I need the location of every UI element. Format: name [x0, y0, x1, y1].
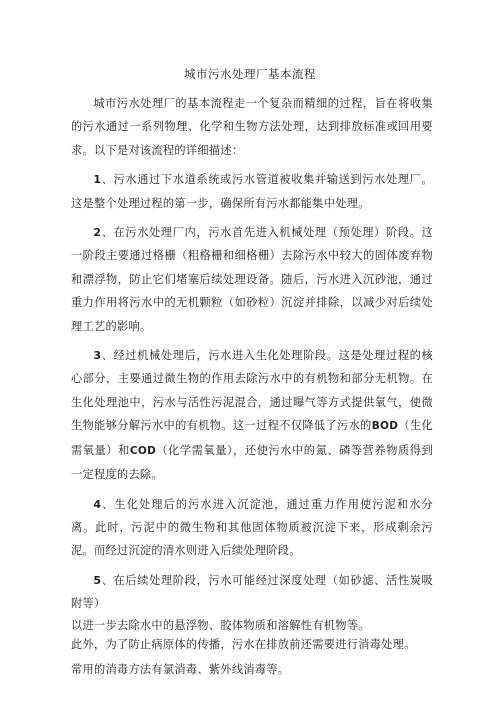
step-5-text: 、在后续处理阶段，污水可能经过深度处理（如砂滤、活性炭吸附等） [71, 573, 433, 611]
step-3-text-a: 、经过机械处理后，污水进入生化处理阶段。这是处理过程的核心部分，主要通过微生物的作用去除污水中的有机物和部分无机物。在生化处理池中，污水与活性污泥混合，通过曝气等方式提供氧气，使微生物能够分解污水中的有机物。这一过程不仅降低了污水的 [71, 349, 433, 433]
step-3-text-c: （化学需氧量），还使污水中的氮、磷等营养物质得到一定程度的去除。 [71, 443, 433, 482]
step-3-number: 3 [93, 349, 102, 363]
intro-paragraph: 城市污水处理厂的基本流程走一个复杂而精细的过程，旨在将收集的污水通过一系列物理、化学和生物方法处理，达到排放标准或回用要求。以下是对该流程的详细描述： [71, 97, 433, 157]
document-body [71, 92, 433, 679]
document-title: 城市污水处理厂基本流程 [184, 67, 316, 81]
step-3-paragraph [71, 344, 433, 486]
step-4-paragraph [71, 493, 433, 563]
step-5-paragraph [71, 569, 433, 616]
step-1-paragraph [71, 168, 433, 215]
step-4-number: 4 [93, 497, 102, 511]
step-5-continuation: 以进一步去除水中的悬浮物、胶体物质和溶解性有机物等。 [71, 618, 370, 632]
step-2-text: 、在污水处理厂内，污水首先进入机械处理（预处理）阶段。这一阶段主要通过格栅（粗格栅和细格栅）去除污水中较大的固体废弃物和漂浮物，防止它们堵塞后续处理设备。随后，污水进入沉砂池，通过重力作用将污水中的无机颗粒（如砂粒）沉淀并排除，以减少对后续处理工艺的影响。 [71, 226, 433, 333]
bod-term: BOD [371, 420, 399, 433]
step-4-text: 、生化处理后的污水进入沉淀池，通过重力作用使污泥和水分离。此时，污泥中的微生物和其他固体物质被沉淀下来，形成剩余污泥。而经过沉淀的清水则进入后续处理阶段。 [71, 497, 433, 558]
disinfection-methods-line: 常用的消毒方法有氯消毒、紫外线消毒等。 [71, 662, 290, 676]
cod-term: COD [129, 444, 157, 457]
disinfection-line: 此外，为了防止病原体的传播，污水在排放前还需要进行消毒处理。 [71, 637, 416, 651]
step-1-text: 、污水通过下水道系统或污水管道被收集并输送到污水处理厂。这是整个处理过程的第一步，确保所有污水都能集中处理。 [71, 173, 433, 210]
step-5-number: 5 [93, 573, 102, 587]
step-2-number: 2 [93, 226, 102, 240]
step-1-number: 1 [93, 173, 102, 187]
step-3-text-b: （生化需氧量）和 [71, 419, 433, 457]
step-2-paragraph [71, 221, 433, 338]
